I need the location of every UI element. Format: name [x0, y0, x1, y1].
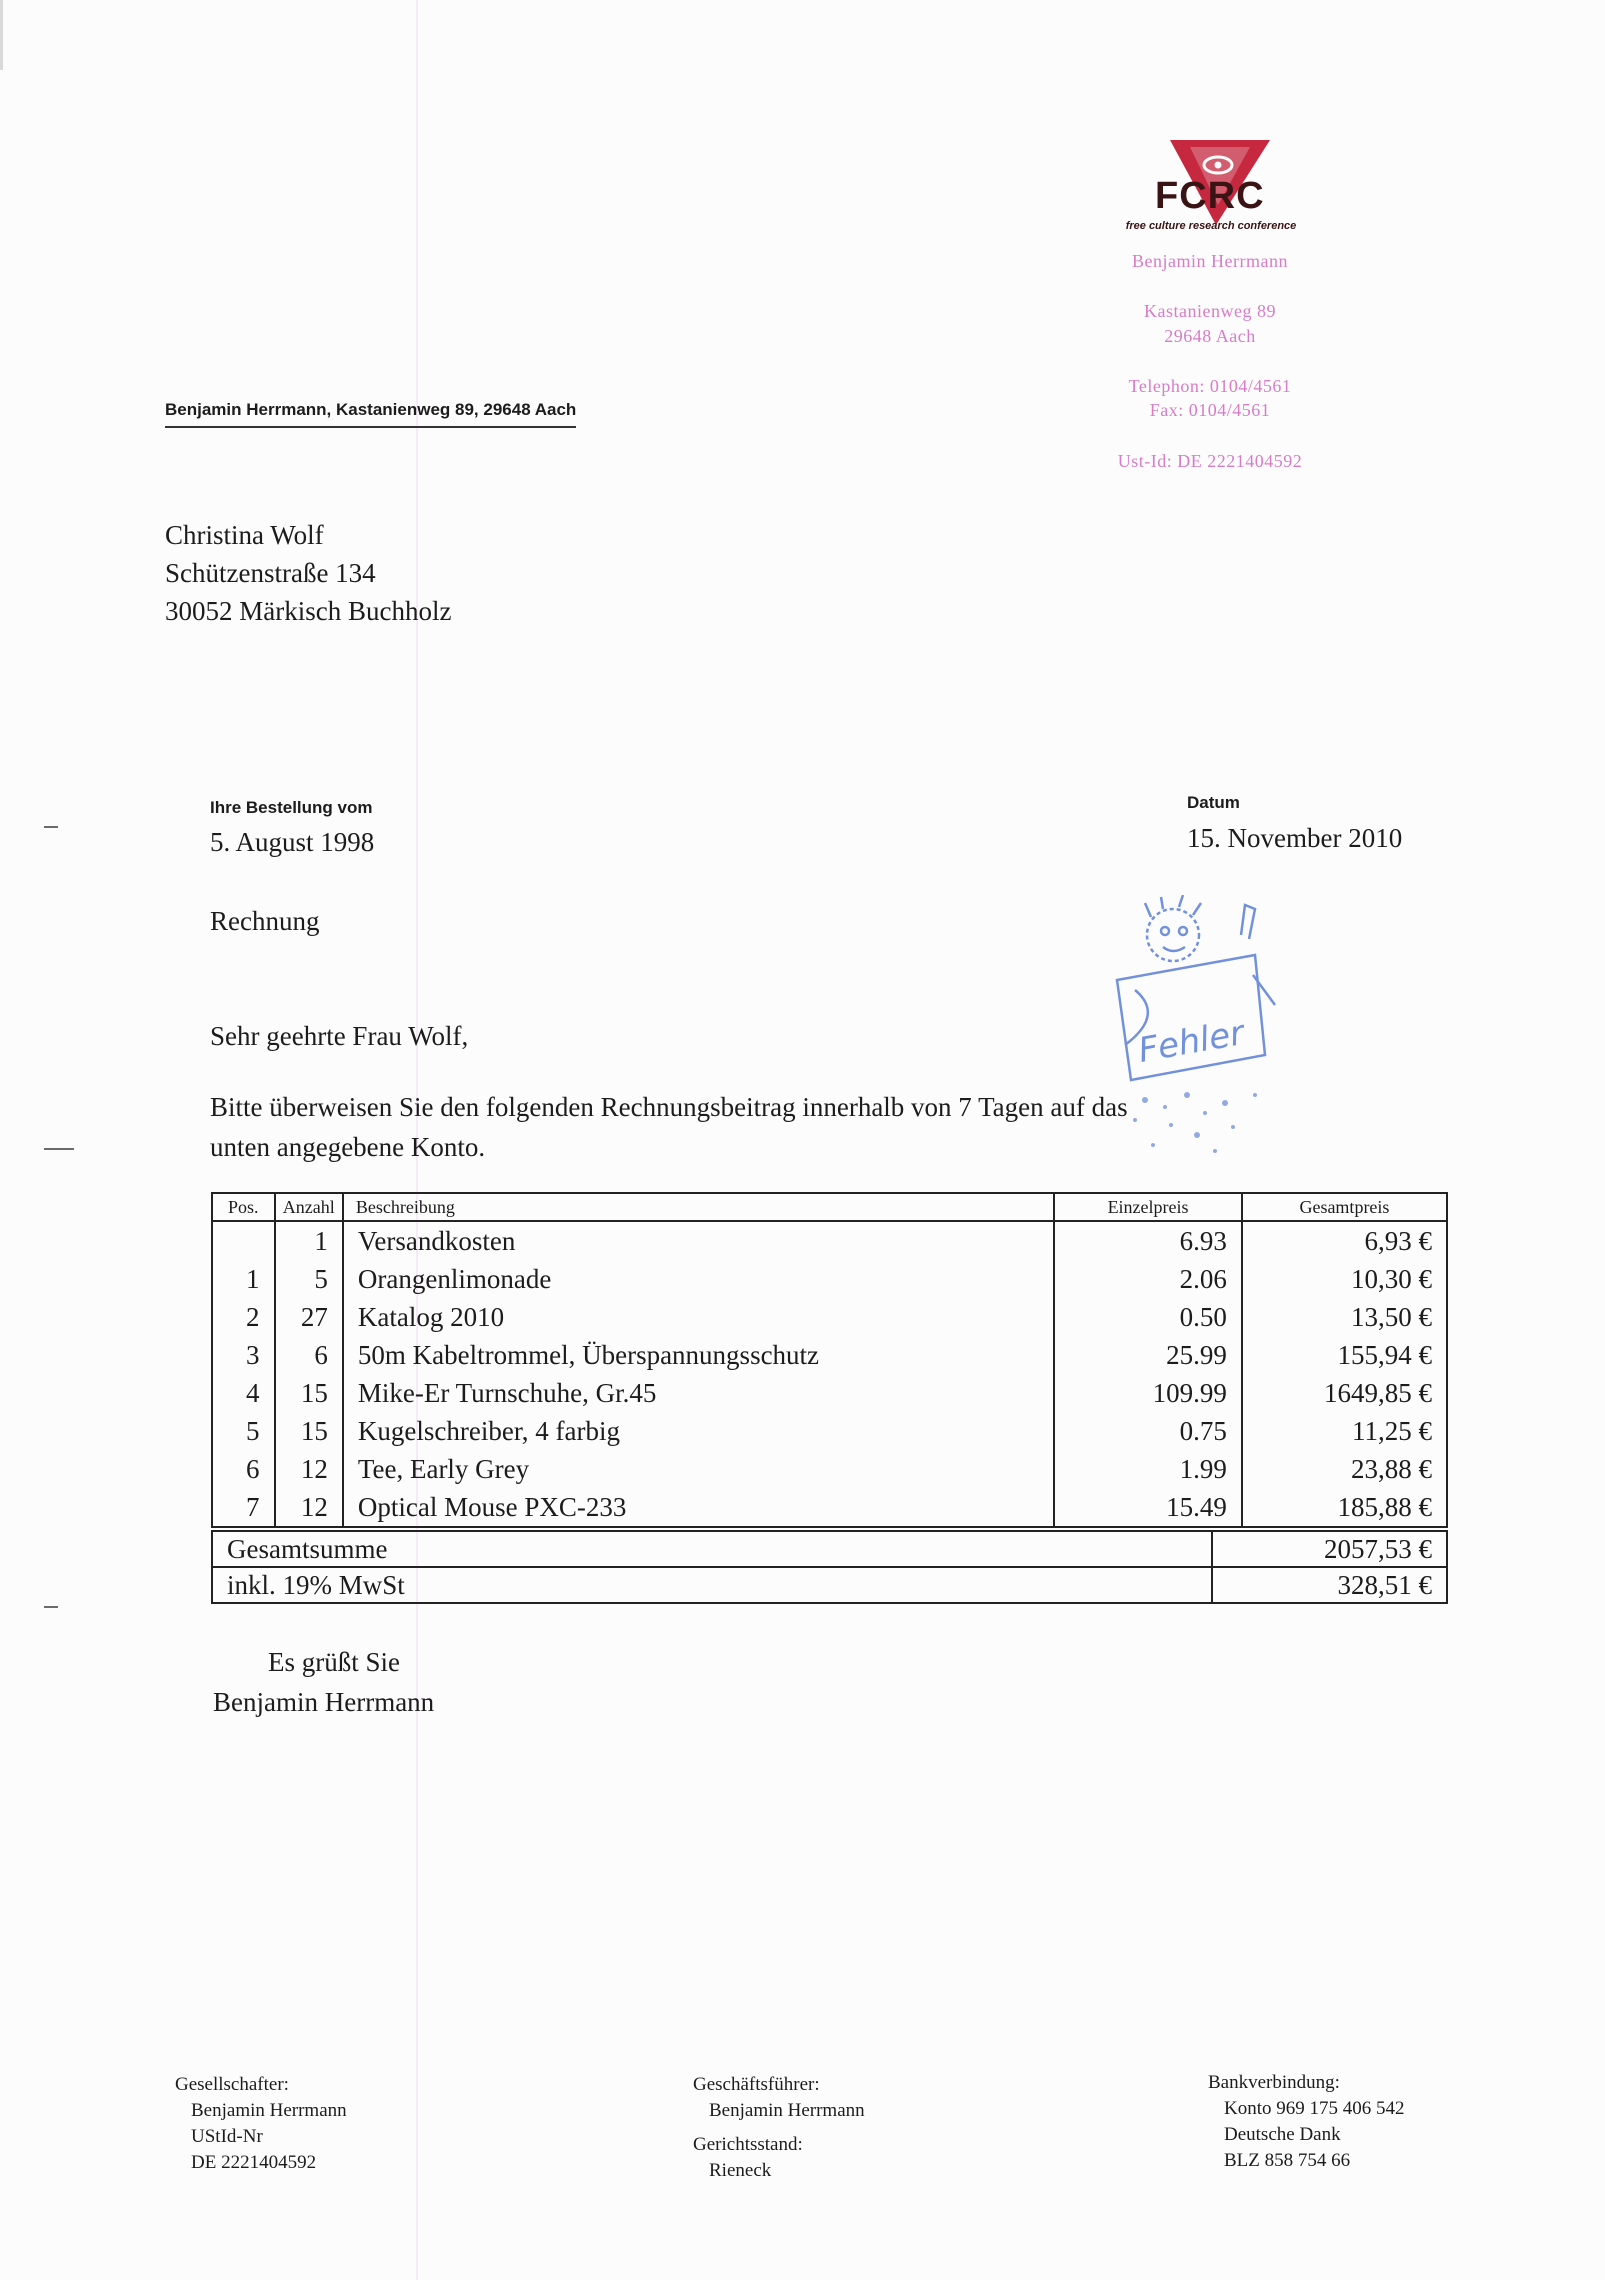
- recipient-name: Christina Wolf: [165, 520, 324, 550]
- order-label: Ihre Bestellung vom: [210, 798, 373, 817]
- scan-edge-mark: [0, 0, 3, 70]
- sender-street: Kastanienweg 89: [1144, 301, 1276, 321]
- item-einzelpreis: 6.93: [1054, 1221, 1242, 1260]
- date-label: Datum: [1187, 793, 1240, 812]
- sender-telephone: Telephon: 0104/4561: [1128, 376, 1292, 396]
- table-row: [212, 1336, 1447, 1374]
- table-row: [212, 1488, 1447, 1527]
- item-pos: 7: [212, 1488, 275, 1527]
- item-beschreibung: Kugelschreiber, 4 farbig: [343, 1412, 1054, 1450]
- table-row: [212, 1260, 1447, 1298]
- item-anzahl: 15: [275, 1412, 343, 1450]
- footer-ustid-label: UStId-Nr: [191, 2126, 263, 2147]
- header-gesamtpreis: Gesamtpreis: [1242, 1193, 1447, 1221]
- invoice-table-body: [212, 1221, 1447, 1527]
- fold-mark-bottom: [44, 1606, 58, 1608]
- table-row: [212, 1450, 1447, 1488]
- item-anzahl: 15: [275, 1374, 343, 1412]
- item-beschreibung: 50m Kabeltrommel, Überspannungsschutz: [343, 1336, 1054, 1374]
- recipient-city: 30052 Märkisch Buchholz: [165, 596, 452, 626]
- item-pos: 3: [212, 1336, 275, 1374]
- return-address: Benjamin Herrmann, Kastanienweg 89, 29648 Aach: [165, 400, 576, 428]
- item-pos: 1: [212, 1260, 275, 1298]
- item-einzelpreis: 0.50: [1054, 1298, 1242, 1336]
- footer-management-name: Benjamin Herrmann: [709, 2100, 865, 2121]
- punch-mark: [44, 1148, 74, 1150]
- subject: Rechnung: [210, 906, 320, 936]
- total-value: 2057,53 €: [1212, 1531, 1447, 1567]
- vat-label: inkl. 19% MwSt: [212, 1567, 1212, 1603]
- header-anzahl: Anzahl: [275, 1193, 343, 1221]
- closing-name: Benjamin Herrmann: [213, 1687, 435, 1717]
- vat-value: 328,51 €: [1212, 1567, 1447, 1603]
- item-anzahl: 12: [275, 1488, 343, 1527]
- item-gesamtpreis: 6,93 €: [1242, 1221, 1447, 1260]
- item-pos: 5: [212, 1412, 275, 1450]
- header-einzelpreis: Einzelpreis: [1054, 1193, 1242, 1221]
- footer-management-heading: Geschäftsführer:: [693, 2074, 820, 2095]
- totals-table: [211, 1530, 1448, 1604]
- footer-partner-name: Benjamin Herrmann: [191, 2100, 347, 2121]
- item-gesamtpreis: 155,94 €: [1242, 1336, 1447, 1374]
- sender-ust-id: Ust-Id: DE 2221404592: [1117, 451, 1303, 471]
- footer-col-bank: [1208, 2070, 1405, 2174]
- vat-row: [212, 1567, 1447, 1603]
- footer-bank-blz: BLZ 858 754 66: [1224, 2150, 1351, 2171]
- footer-bank-name: Deutsche Dank: [1224, 2124, 1341, 2145]
- order-date: 5. August 1998: [210, 827, 375, 857]
- item-beschreibung: Optical Mouse PXC-233: [343, 1488, 1054, 1527]
- body-line-1: Bitte überweisen Sie den folgenden Rechnungsbeitrag innerhalb von 7 Tagen auf das: [210, 1092, 1128, 1122]
- invoice-table: [211, 1192, 1448, 1528]
- item-anzahl: 6: [275, 1336, 343, 1374]
- closing-greeting: Es grüßt Sie: [268, 1647, 400, 1677]
- item-beschreibung: Versandkosten: [343, 1221, 1054, 1260]
- total-row: [212, 1531, 1447, 1567]
- total-label: Gesamtsumme: [212, 1531, 1212, 1567]
- item-anzahl: 1: [275, 1221, 343, 1260]
- body-line-2: unten angegebene Konto.: [210, 1132, 486, 1162]
- logo-text: FCRC: [1155, 175, 1265, 217]
- footer-col-partner: [175, 2072, 347, 2176]
- item-gesamtpreis: 13,50 €: [1242, 1298, 1447, 1336]
- item-anzahl: 27: [275, 1298, 343, 1336]
- item-pos: 2: [212, 1298, 275, 1336]
- logo-tagline: free culture research conference: [1125, 220, 1297, 232]
- stamp-text: Fehler: [1135, 1013, 1248, 1071]
- table-row: [212, 1221, 1447, 1260]
- item-einzelpreis: 15.49: [1054, 1488, 1242, 1527]
- footer-court-value: Rieneck: [709, 2160, 772, 2181]
- item-beschreibung: Tee, Early Grey: [343, 1450, 1054, 1488]
- footer-col-management: [693, 2072, 865, 2184]
- header-beschreibung: Beschreibung: [343, 1193, 1054, 1221]
- item-gesamtpreis: 10,30 €: [1242, 1260, 1447, 1298]
- item-einzelpreis: 109.99: [1054, 1374, 1242, 1412]
- item-einzelpreis: 1.99: [1054, 1450, 1242, 1488]
- item-pos: [212, 1221, 275, 1260]
- footer-court-heading: Gerichtsstand:: [693, 2134, 803, 2155]
- item-einzelpreis: 25.99: [1054, 1336, 1242, 1374]
- item-beschreibung: Orangenlimonade: [343, 1260, 1054, 1298]
- item-anzahl: 12: [275, 1450, 343, 1488]
- footer-partner-heading: Gesellschafter:: [175, 2074, 289, 2095]
- item-gesamtpreis: 11,25 €: [1242, 1412, 1447, 1450]
- item-gesamtpreis: 23,88 €: [1242, 1450, 1447, 1488]
- footer-ustid-value: DE 2221404592: [191, 2152, 317, 2173]
- sender-city: 29648 Aach: [1164, 326, 1256, 346]
- item-gesamtpreis: 1649,85 €: [1242, 1374, 1447, 1412]
- invoice-date: 15. November 2010: [1187, 823, 1403, 853]
- recipient-street: Schützenstraße 134: [165, 558, 376, 588]
- invoice-table-header: [212, 1193, 1447, 1221]
- item-beschreibung: Mike-Er Turnschuhe, Gr.45: [343, 1374, 1054, 1412]
- item-beschreibung: Katalog 2010: [343, 1298, 1054, 1336]
- table-row: [212, 1412, 1447, 1450]
- footer-bank-account: Konto 969 175 406 542: [1224, 2098, 1405, 2119]
- table-row: [212, 1374, 1447, 1412]
- item-einzelpreis: 2.06: [1054, 1260, 1242, 1298]
- fold-mark-top: [44, 826, 58, 828]
- table-row: [212, 1298, 1447, 1336]
- item-anzahl: 5: [275, 1260, 343, 1298]
- sender-name: Benjamin Herrmann: [1132, 251, 1288, 271]
- sender-fax: Fax: 0104/4561: [1149, 400, 1271, 420]
- item-einzelpreis: 0.75: [1054, 1412, 1242, 1450]
- item-gesamtpreis: 185,88 €: [1242, 1488, 1447, 1527]
- item-pos: 4: [212, 1374, 275, 1412]
- item-pos: 6: [212, 1450, 275, 1488]
- footer-bank-heading: Bankverbindung:: [1208, 2072, 1340, 2093]
- header-pos: Pos.: [212, 1193, 275, 1221]
- salutation: Sehr geehrte Frau Wolf,: [210, 1021, 469, 1051]
